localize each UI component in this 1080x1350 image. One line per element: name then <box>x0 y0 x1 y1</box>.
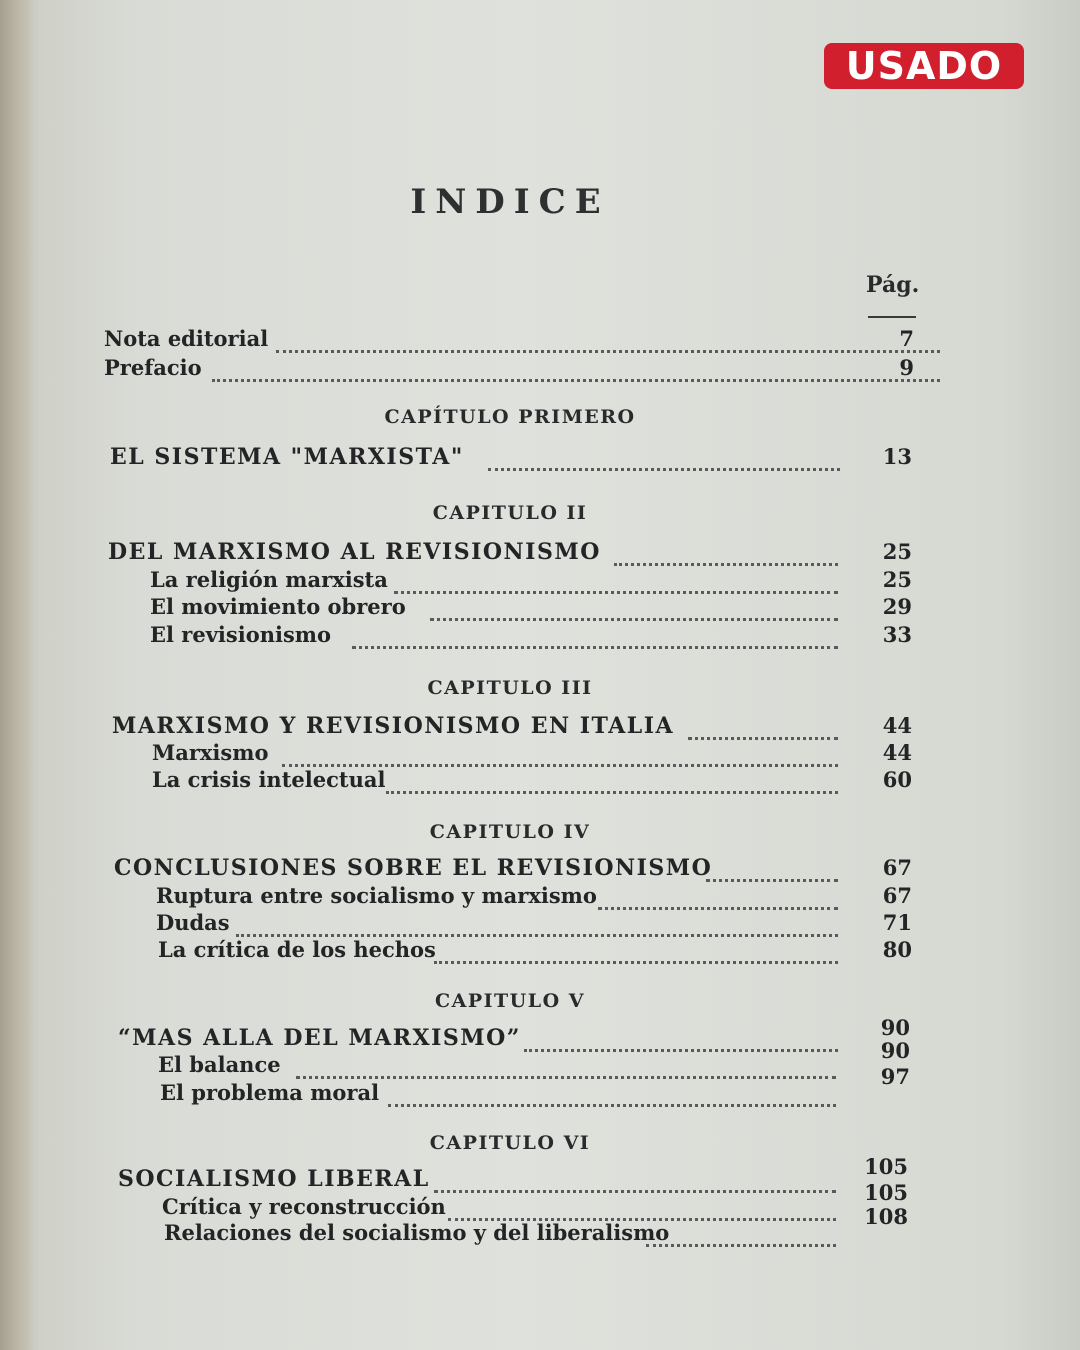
dot-leader <box>282 742 838 767</box>
toc-section-page: 67 <box>882 883 912 908</box>
toc-entry-front <box>104 326 920 356</box>
dot-leader <box>276 328 940 353</box>
dot-leader <box>524 1027 838 1052</box>
toc-section-entry <box>150 567 920 597</box>
toc-section-page: 33 <box>882 622 912 647</box>
toc-section-page: 80 <box>882 937 912 962</box>
toc-chapter-title: EL SISTEMA "MARXISTA" <box>110 444 464 470</box>
toc-section-page: 44 <box>882 740 912 765</box>
chapter-label: CAPITULO II <box>432 502 588 524</box>
page-column-header: Pág. <box>866 272 920 298</box>
toc-chapter-page: 13 <box>882 444 912 469</box>
toc-section-title: La religión marxista <box>150 567 388 592</box>
toc-chapter-entry <box>118 1154 918 1196</box>
toc-entry-title: Prefacio <box>104 355 202 380</box>
toc-section-title: Crítica y reconstrucción <box>162 1194 446 1219</box>
dot-leader <box>236 912 838 937</box>
dot-leader <box>688 715 838 740</box>
toc-chapter-page: 67 <box>882 855 912 880</box>
toc-chapter-title: MARXISMO Y REVISIONISMO EN ITALIA <box>112 713 675 739</box>
toc-chapter-entry <box>118 1015 918 1055</box>
toc-section-entry <box>156 883 920 913</box>
dot-leader <box>386 769 838 794</box>
toc-section-page: 97 <box>880 1064 910 1089</box>
dot-leader <box>434 1168 836 1193</box>
toc-entry-page: 7 <box>899 326 914 351</box>
toc-section-title: La crisis intelectual <box>152 767 386 792</box>
toc-entry-page: 9 <box>899 355 914 380</box>
toc-section-title: Relaciones del socialismo y del liberalismo <box>164 1220 670 1245</box>
dot-leader <box>394 569 838 594</box>
dot-leader <box>430 596 838 621</box>
toc-section-title: El problema moral <box>160 1080 380 1105</box>
toc-section-entry <box>152 767 920 797</box>
toc-chapter-title: “MAS ALLA DEL MARXISMO” <box>118 1025 521 1051</box>
toc-section-title: La crítica de los hechos <box>158 937 436 962</box>
toc-entry-front <box>104 355 920 385</box>
chapter-label: CAPITULO IV <box>429 821 591 843</box>
toc-section-page: 25 <box>882 567 912 592</box>
chapter-label: CAPITULO VI <box>429 1132 591 1154</box>
toc-section-page: 29 <box>882 594 912 619</box>
dot-leader <box>388 1082 836 1107</box>
toc-section-entry <box>150 622 920 652</box>
toc-entry-title: Nota editorial <box>104 326 269 351</box>
toc-section-entry <box>158 1038 918 1082</box>
dot-leader <box>614 541 838 566</box>
toc-chapter-title: CONCLUSIONES SOBRE EL REVISIONISMO <box>114 855 713 881</box>
toc-section-title: Ruptura entre socialismo y marxismo <box>156 883 597 908</box>
toc-section-title: El movimiento obrero <box>150 594 406 619</box>
toc-section-entry <box>156 910 920 940</box>
chapter-label: CAPITULO III <box>427 677 593 699</box>
toc-chapter-title: DEL MARXISMO AL REVISIONISMO <box>108 539 601 565</box>
toc-chapter-title: SOCIALISMO LIBERAL <box>118 1166 430 1192</box>
toc-chapter-page: 44 <box>882 713 912 738</box>
chapter-label: CAPÍTULO PRIMERO <box>384 406 636 428</box>
toc-chapter-entry <box>112 713 920 743</box>
toc-section-page: 60 <box>882 767 912 792</box>
dot-leader <box>598 885 838 910</box>
used-badge: USADO <box>824 43 1024 89</box>
toc-section-page: 108 <box>864 1204 908 1229</box>
dot-leader <box>296 1054 836 1079</box>
toc-section-page: 90 <box>880 1038 910 1063</box>
page-column-rule <box>868 316 916 318</box>
toc-chapter-entry <box>114 855 920 885</box>
dot-leader <box>448 1196 836 1221</box>
dot-leader <box>352 624 838 649</box>
toc-section-entry <box>150 594 920 624</box>
toc-chapter-entry <box>110 444 922 474</box>
dot-leader <box>646 1222 836 1247</box>
page-title: INDICE <box>410 182 610 222</box>
toc-chapter-page: 25 <box>882 539 912 564</box>
dot-leader <box>706 857 838 882</box>
toc-chapter-page: 105 <box>864 1154 908 1179</box>
toc-chapter-entry <box>108 539 920 569</box>
toc-section-title: Dudas <box>156 910 230 935</box>
toc-chapter-page: 90 <box>880 1015 910 1040</box>
toc-section-page: 105 <box>864 1180 908 1205</box>
toc-section-title: El revisionismo <box>150 622 332 647</box>
toc-section-entry <box>152 740 920 770</box>
toc-section-page: 71 <box>882 910 912 935</box>
dot-leader <box>488 446 840 471</box>
toc-section-title: Marxismo <box>152 740 269 765</box>
dot-leader <box>212 357 940 382</box>
dot-leader <box>434 939 838 964</box>
toc-section-title: El balance <box>158 1052 281 1077</box>
chapter-label: CAPITULO V <box>434 990 585 1012</box>
toc-section-entry <box>158 937 920 967</box>
